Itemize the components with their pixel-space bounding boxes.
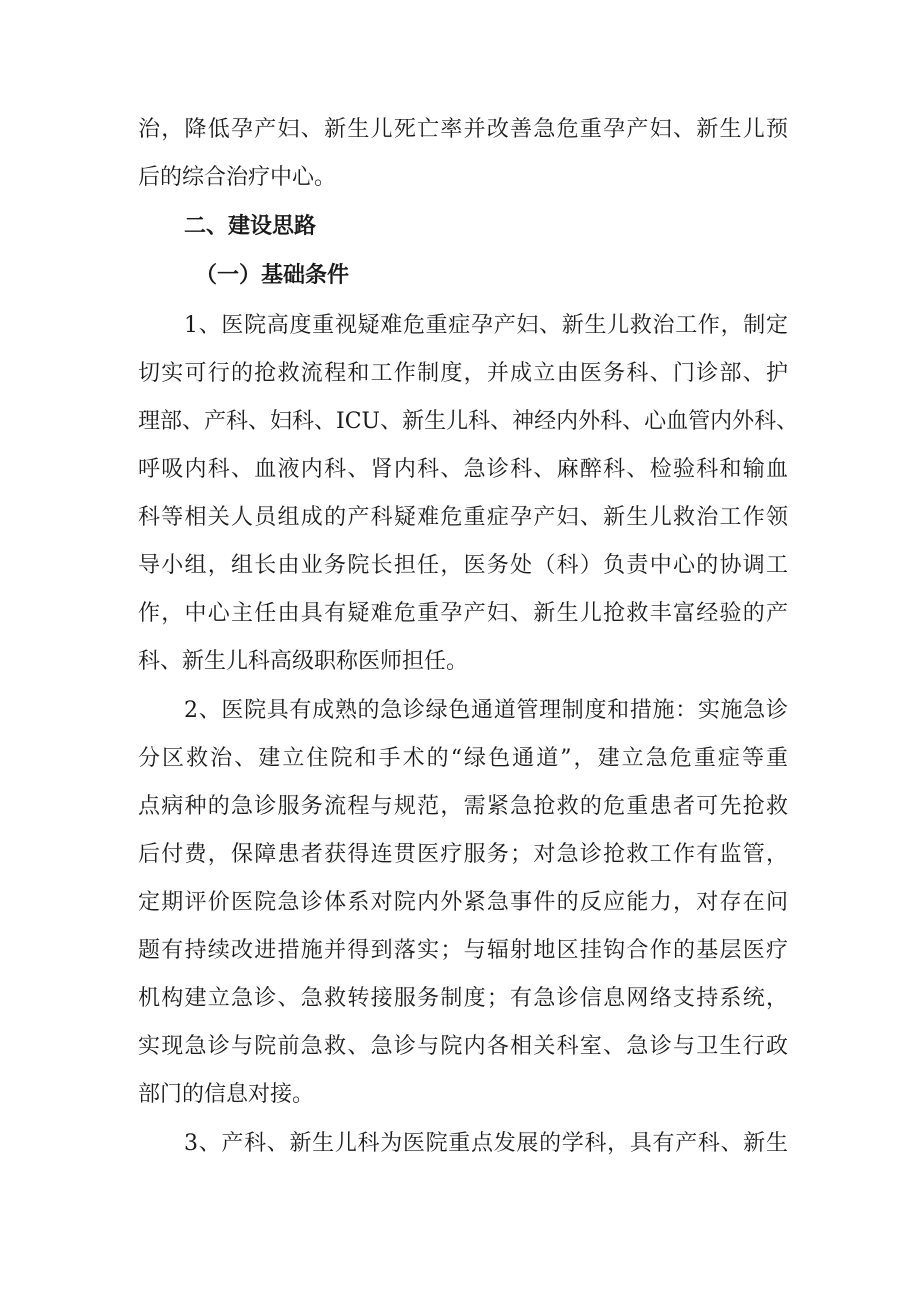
paragraph-line: 机构建立急诊、急救转接服务制度；有急诊信息网络支持系统，: [138, 986, 788, 1011]
paragraph-line: 点病种的急诊服务流程与规范，需紧急抢救的危重患者可先抢救: [138, 794, 788, 819]
paragraph-line: 题有持续改进措施并得到落实；与辐射地区挂钩合作的基层医疗: [138, 938, 788, 963]
subsection-heading: （一）基础条件: [195, 263, 350, 288]
paragraph-line: 作，中心主任由具有疑难危重孕产妇、新生儿抢救丰富经验的产: [138, 601, 788, 626]
paragraph-line: 1、医院高度重视疑难危重症孕产妇、新生儿救治工作，制定: [184, 313, 788, 338]
paragraph-line: 部门的信息对接。: [138, 1082, 315, 1107]
paragraph-line: 导小组，组长由业务院长担任，医务处（科）负责中心的协调工: [138, 553, 788, 578]
paragraph-line: 切实可行的抢救流程和工作制度，并成立由医务科、门诊部、护: [138, 361, 788, 386]
paragraph-line: 实现急诊与院前急救、急诊与院内各相关科室、急诊与卫生行政: [138, 1034, 788, 1059]
paragraph-line: 治，降低孕产妇、新生儿死亡率并改善急危重孕产妇、新生儿预: [138, 117, 788, 142]
paragraph-line: 3、产科、新生儿科为医院重点发展的学科，具有产科、新生: [184, 1131, 788, 1156]
paragraph-line: 后付费，保障患者获得连贯医疗服务；对急诊抢救工作有监管，: [138, 842, 788, 867]
paragraph-line: 理部、产科、妇科、ICU、新生儿科、神经内外科、心血管内外科、: [138, 409, 799, 434]
paragraph-line: 分区救治、建立住院和手术的“绿色通道”，建立急危重症等重: [138, 746, 788, 771]
paragraph-line: 定期评价医院急诊体系对院内外紧急事件的反应能力，对存在问: [138, 890, 788, 915]
paragraph-line: 科等相关人员组成的产科疑难危重症孕产妇、新生儿救治工作领: [138, 505, 788, 530]
paragraph-line: 2、医院具有成熟的急诊绿色通道管理制度和措施：实施急诊: [184, 698, 788, 723]
paragraph-line: 后的综合治疗中心。: [138, 165, 337, 190]
paragraph-line: 呼吸内科、血液内科、肾内科、急诊科、麻醉科、检验科和输血: [138, 457, 788, 482]
paragraph-line: 科、新生儿科高级职称医师担任。: [138, 649, 469, 674]
section-heading: 二、建设思路: [184, 214, 317, 239]
